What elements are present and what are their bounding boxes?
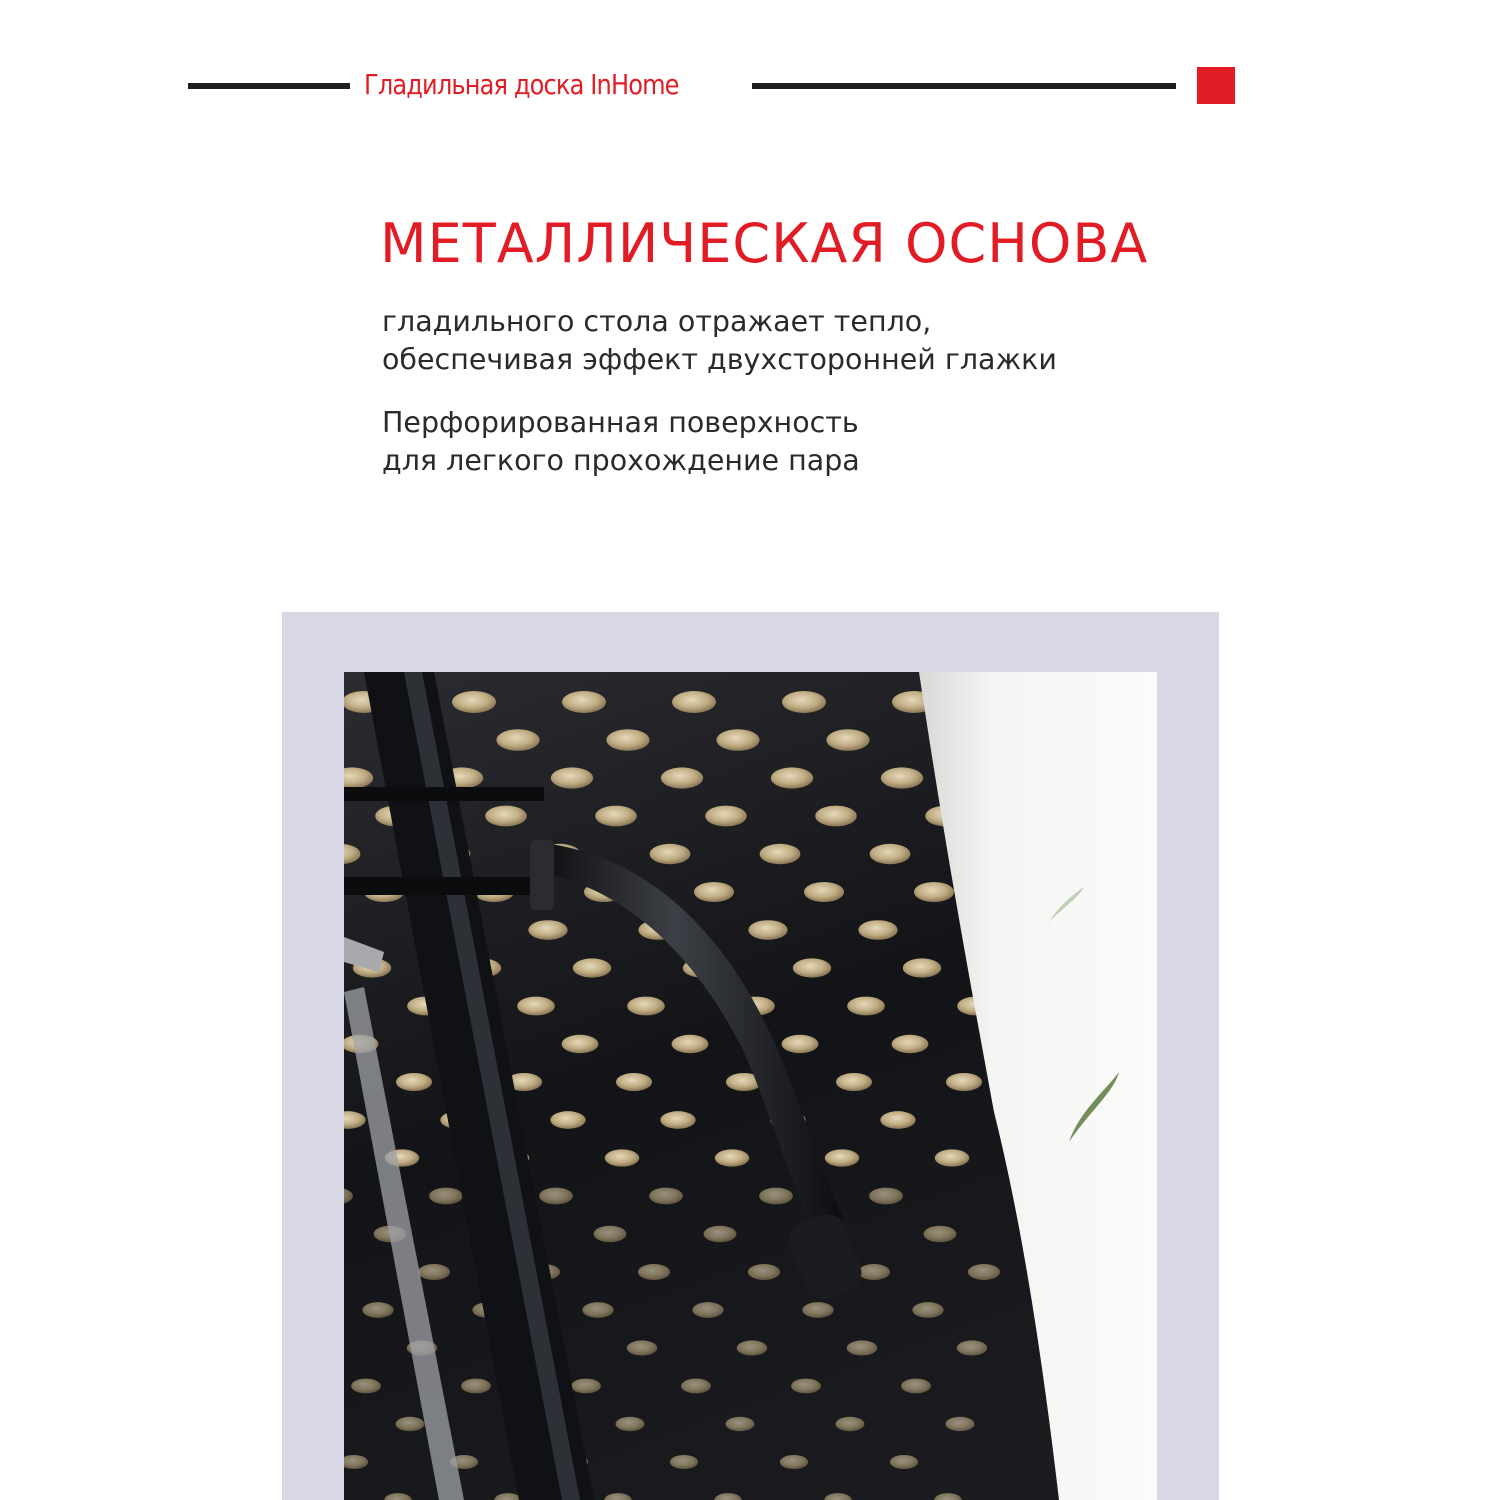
perforation-hole: [616, 1073, 652, 1091]
perforation-hole: [661, 767, 703, 788]
perforation-hole: [452, 691, 496, 713]
perforation-hole: [362, 1302, 393, 1318]
perforation-hole: [384, 1493, 411, 1500]
perforation-hole: [344, 1188, 353, 1205]
red-square-marker: [1197, 67, 1235, 104]
brand-title: Гладильная доска InHome: [364, 68, 679, 101]
perforation-hole: [890, 1455, 918, 1469]
perforation-hole: [461, 1379, 491, 1394]
perforation-hole: [494, 1493, 521, 1500]
perforation-hole: [847, 1340, 878, 1355]
perforation-hole: [660, 1111, 695, 1129]
perforation-hole: [716, 729, 759, 751]
perforation-hole: [396, 1417, 425, 1431]
perforation-hole: [681, 1379, 711, 1394]
perforation-hole: [692, 1302, 723, 1318]
header-rule-right: [752, 83, 1176, 89]
perforation-hole: [924, 1226, 957, 1242]
perforation-hole: [815, 806, 857, 827]
perforation-hole: [604, 1493, 631, 1500]
perforation-hole: [957, 1340, 988, 1355]
perforation-hole: [594, 1226, 627, 1242]
perforation-hole: [573, 958, 611, 977]
hinge-bracket: [344, 937, 384, 972]
perforation-hole: [396, 1073, 432, 1091]
description-line: обеспечивая эффект двухсторонней глажки: [382, 343, 1057, 376]
perforation-hole: [802, 1302, 833, 1318]
perforation-hole: [595, 806, 637, 827]
perforation-hole: [562, 691, 606, 713]
perforation-hole: [858, 1264, 890, 1280]
perforation-hole: [517, 997, 555, 1016]
left-rail: [344, 787, 544, 801]
description-paragraph-1: [382, 303, 1182, 379]
perforation-hole: [649, 1188, 683, 1205]
perforation-hole: [782, 1035, 819, 1053]
perforation-hole: [571, 1379, 601, 1394]
perforation-hole: [582, 1302, 613, 1318]
perforation-hole: [550, 1111, 585, 1129]
perforation-hole: [351, 1379, 381, 1394]
perforation-hole: [650, 844, 691, 864]
perforation-hole: [782, 691, 826, 713]
perforation-hole: [606, 729, 649, 751]
perforation-hole: [824, 1493, 851, 1500]
perforation-hole: [903, 958, 941, 977]
perforation-hole: [793, 958, 831, 977]
perforation-hole: [935, 1149, 969, 1166]
perforation-hole: [344, 844, 360, 864]
perforation-hole: [551, 767, 593, 788]
perforation-hole: [737, 1340, 768, 1355]
perforation-hole: [670, 1455, 698, 1469]
perforation-hole: [836, 1417, 865, 1431]
perforation-hole: [616, 1417, 645, 1431]
perforation-hole: [539, 1188, 573, 1205]
perforation-hole: [344, 1455, 368, 1469]
perforation-hole: [771, 767, 813, 788]
perforation-hole: [858, 920, 897, 940]
perforation-hole: [726, 1417, 755, 1431]
lower-rail: [344, 877, 534, 895]
perforation-hole: [605, 1149, 639, 1166]
perforation-hole: [912, 1302, 943, 1318]
product-photo: [344, 672, 1157, 1500]
header-rule-left: [188, 83, 350, 89]
perforation-hole: [704, 1226, 737, 1242]
perforation-hole: [880, 1111, 915, 1129]
description-line: гладильного стола отражает тепло,: [382, 305, 932, 338]
perforation-hole: [760, 844, 801, 864]
perforation-hole: [496, 729, 539, 751]
perforation-hole: [748, 920, 787, 940]
perforation-hole: [914, 882, 954, 902]
perforation-hole: [672, 691, 716, 713]
perforation-hole: [780, 1455, 808, 1469]
perforation-hole: [869, 1188, 903, 1205]
perforation-hole: [946, 1073, 982, 1091]
perforation-hole: [892, 1035, 929, 1053]
perforation-hole: [429, 1188, 463, 1205]
perforation-hole: [344, 767, 373, 788]
perforation-hole: [759, 1188, 793, 1205]
perforation-hole: [627, 1340, 658, 1355]
perforation-hole: [638, 1264, 670, 1280]
perforation-hole: [804, 882, 844, 902]
description-paragraph-2: [382, 404, 1182, 480]
perforation-hole: [485, 806, 527, 827]
description-line: для легкого прохождение пара: [382, 444, 860, 477]
perforation-hole: [694, 882, 734, 902]
perforation-hole: [847, 997, 885, 1016]
perforated-board-illustration: [344, 672, 1157, 1500]
tube-clamp: [530, 840, 554, 910]
perforation-hole: [705, 806, 747, 827]
tube-end-cap: [783, 1209, 867, 1305]
perforation-hole: [562, 1035, 599, 1053]
perforation-hole: [836, 1073, 872, 1091]
perforation-hole: [748, 1264, 780, 1280]
perforation-hole: [791, 1379, 821, 1394]
perforation-hole: [715, 1149, 749, 1166]
perforation-hole: [934, 1493, 961, 1500]
perforation-hole: [901, 1379, 931, 1394]
perforation-hole: [881, 767, 923, 788]
perforation-hole: [627, 997, 665, 1016]
perforation-hole: [528, 920, 567, 940]
perforation-hole: [968, 1264, 1000, 1280]
perforation-hole: [870, 844, 911, 864]
perforation-hole: [714, 1493, 741, 1500]
perforation-hole: [418, 1264, 450, 1280]
perforation-hole: [344, 1111, 366, 1129]
perforation-hole: [672, 1035, 709, 1053]
perforation-hole: [946, 1417, 975, 1431]
headline: МЕТАЛЛИЧЕСКАЯ ОСНОВА: [380, 212, 1149, 275]
perforation-hole: [825, 1149, 859, 1166]
perforation-hole: [826, 729, 869, 751]
description-line: Перфорированная поверхность: [382, 406, 859, 439]
